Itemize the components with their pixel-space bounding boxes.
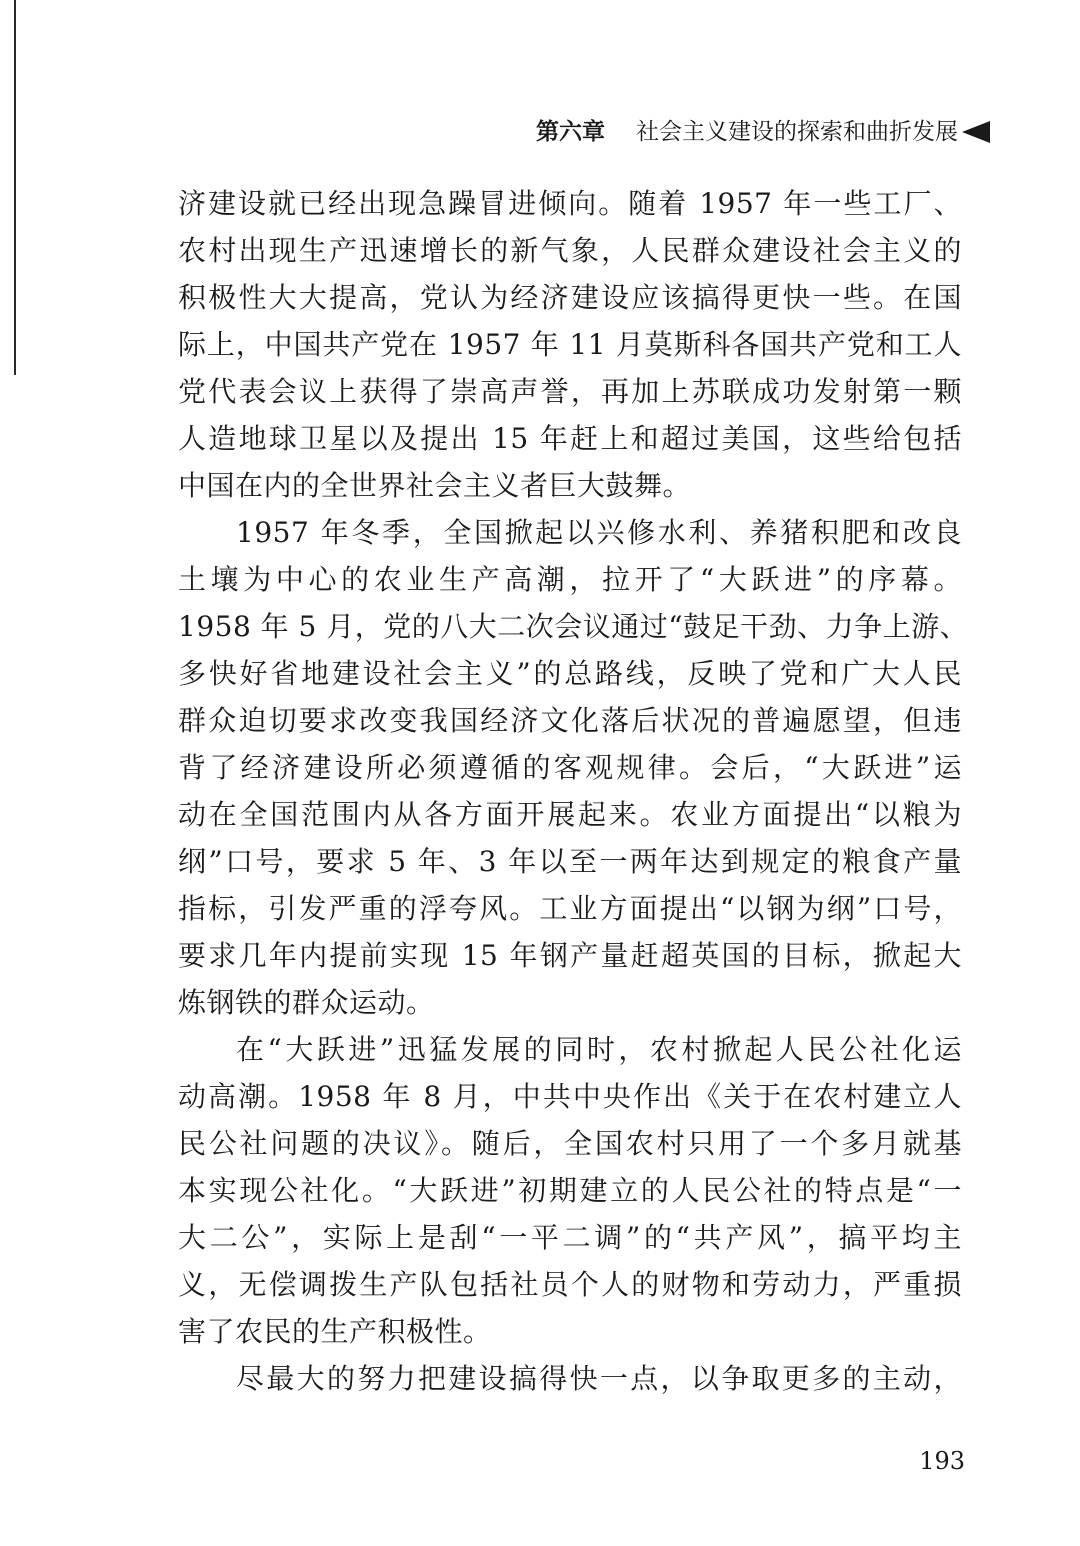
text-line: 人造地球卫星以及提出 15 年赶上和超过美国，这些给包括 (178, 422, 962, 455)
text-line: 土壤为中心的农业生产高潮，拉开了“大跃进”的序幕。 (178, 563, 962, 596)
text-line: 中国在内的全世界社会主义者巨大鼓舞。 (178, 469, 692, 502)
text-line: 党代表会议上获得了崇高声誉，再加上苏联成功发射第一颗 (178, 375, 962, 408)
text-line: 积极性大大提高，党认为经济建设应该搞得更快一些。在国 (178, 281, 962, 314)
text-line: 义，无偿调拨生产队包括社员个人的财物和劳动力，严重损 (178, 1268, 962, 1301)
chapter-title: 社会主义建设的探索和曲折发展 (636, 119, 958, 145)
text-line: 多快好省地建设社会主义”的总路线，反映了党和广大人民 (178, 657, 962, 690)
text-line: 大二公”，实际上是刮“一平二调”的“共产风”，搞平均主 (178, 1221, 962, 1254)
text-line: 际上，中国共产党在 1957 年 11 月莫斯科各国共产党和工人 (178, 328, 962, 361)
text-line: 1958 年 5 月，党的八大二次会议通过“鼓足干劲、力争上游、 (178, 610, 969, 643)
text-line: 纲”口号，要求 5 年、3 年以至一两年达到规定的粮食产量 (178, 845, 962, 878)
text-line: 动高潮。1958 年 8 月，中共中央作出《关于在农村建立人 (178, 1080, 962, 1113)
text-line: 动在全国范围内从各方面开展起来。农业方面提出“以粮为 (178, 798, 962, 831)
text-line: 济建设就已经出现急躁冒进倾向。随着 1957 年一些工厂、 (178, 187, 962, 220)
text-line: 农村出现生产迅速增长的新气象，人民群众建设社会主义的 (178, 234, 962, 267)
body-text (178, 180, 969, 1402)
text-line: 炼钢铁的群众运动。 (178, 986, 435, 1019)
left-triangle-icon (962, 121, 990, 143)
text-line: 要求几年内提前实现 15 年钢产量赶超英国的目标，掀起大 (178, 939, 962, 972)
text-line: 民公社问题的决议》。随后，全国农村只用了一个多月就基 (178, 1127, 962, 1160)
text-line: 在“大跃进”迅猛发展的同时，农村掀起人民公社化运 (236, 1033, 962, 1066)
scan-margin-line (14, 0, 16, 375)
chapter-number: 第六章 (536, 119, 605, 145)
text-line: 背了经济建设所必须遵循的客观规律。会后，“大跃进”运 (178, 751, 962, 784)
text-line: 1957 年冬季，全国掀起以兴修水利、养猪积肥和改良 (236, 516, 962, 549)
text-line: 本实现公社化。“大跃进”初期建立的人民公社的特点是“一 (178, 1174, 962, 1207)
text-line: 尽最大的努力把建设搞得快一点，以争取更多的主动， (236, 1362, 962, 1395)
text-line: 害了农民的生产积极性。 (178, 1315, 492, 1348)
text-line: 指标，引发严重的浮夸风。工业方面提出“以钢为纲”口号， (178, 892, 962, 925)
running-head (500, 112, 1000, 152)
page-number: 193 (919, 1447, 965, 1475)
text-line: 群众迫切要求改变我国经济文化落后状况的普遍愿望，但违 (178, 704, 962, 737)
